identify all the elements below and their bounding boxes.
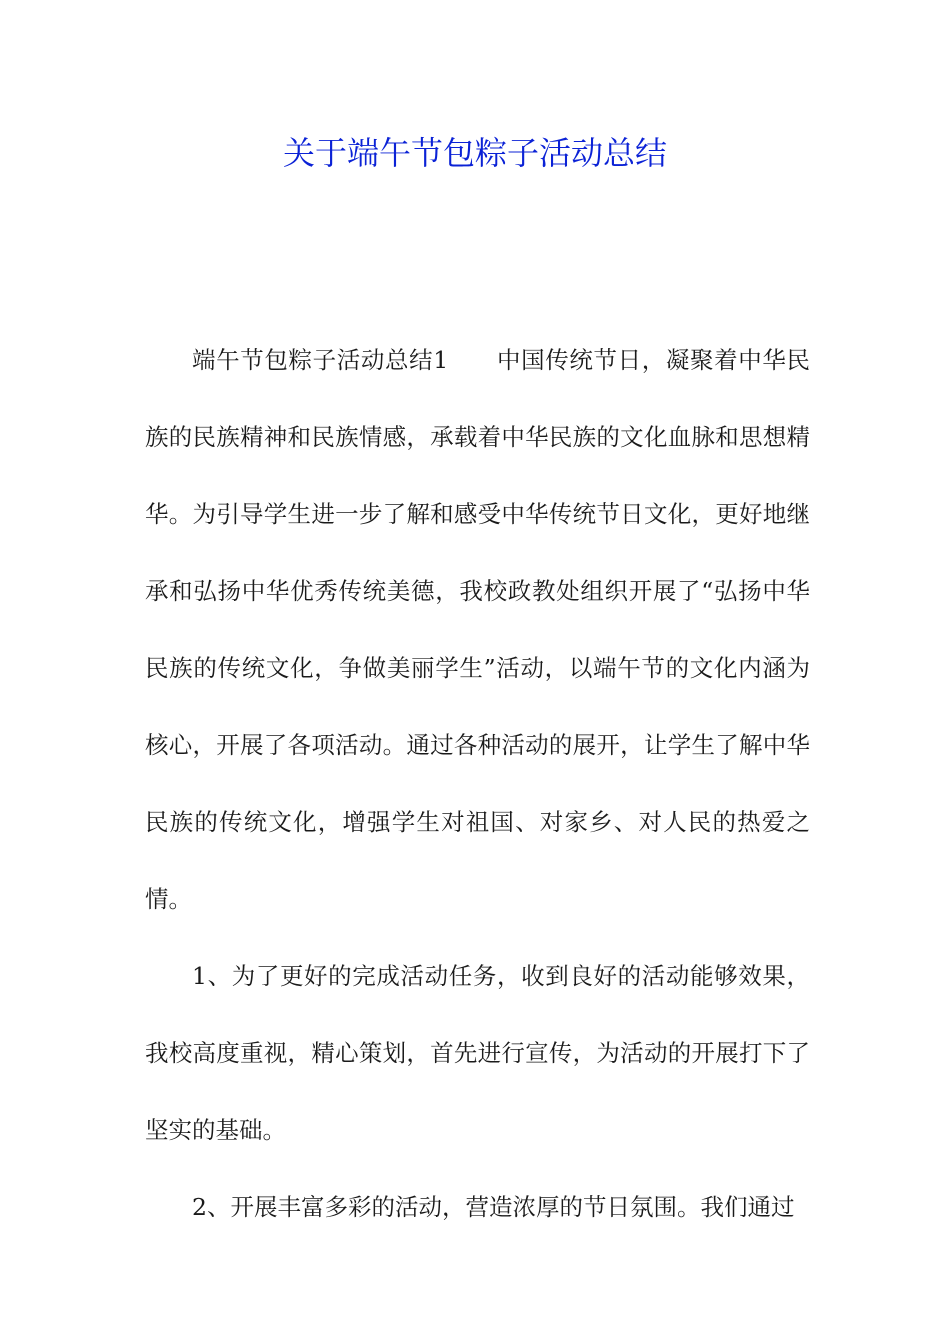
paragraph-1-block xyxy=(145,322,810,938)
document-title: 关于端午节包粽子活动总结 xyxy=(282,134,667,172)
paragraph-2: 1、为了更好的完成活动任务，收到良好的活动能够效果，我校高度重视，精心策划，首先进行宣传，为活动的开展打下了坚实的基础。 xyxy=(145,962,810,1144)
paragraph-2-block xyxy=(145,938,810,1169)
paragraph-3-block xyxy=(145,1169,810,1246)
paragraph-3: 2、开展丰富多彩的活动，营造浓厚的节日氛围。我们通过 xyxy=(192,1193,795,1221)
paragraph-1: 端午节包粽子活动总结1 中国传统节日，凝聚着中华民族的民族精神和民族情感，承载着中华民族的文化血脉和思想精华。为引导学生进一步了解和感受中华传统节日文化，更好地继承和弘扬中华优秀传统美德，我校政教处组织开展了“弘扬中华民族的传统文化，争做美丽学生”活动，以端午节的文化内涵为核心，开展了各项活动。通过各种活动的展开，让学生了解中华民族的传统文化，增强学生对祖国、对家乡、对人民的热爱之情。 xyxy=(145,346,810,913)
